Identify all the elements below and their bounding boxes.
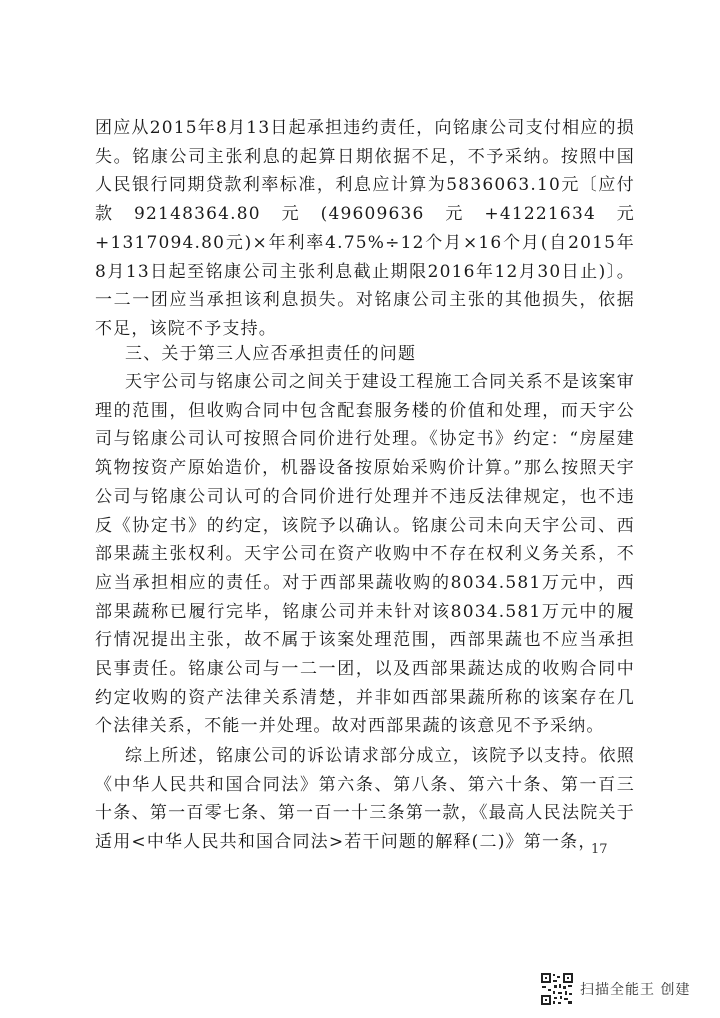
paragraph-interest-calculation: 团应从2015年8月13日起承担违约责任，向铭康公司支付相应的损失。铭康公司主张利息的起算日期依据不足，不予采纳。按照中国人民银行同期贷款利率标准，利息应计算为5836063.10元〔应付款92148364.80元(49609636元+41221634元+1317094.80元)×年利率4.75%÷12个月×16个月(自2015年8月13日起至铭康公司主张利息截止期限2016年12月30日止)〕。一二一团应当承担该利息损失。对铭康公司主张的其他损失，依据不足，该院不予支持。 <box>95 118 635 339</box>
qr-code-icon <box>540 972 574 1006</box>
paragraph-third-party-liability: 天宇公司与铭康公司之间关于建设工程施工合同关系不是该案审理的范围，但收购合同中包含配套服务楼的价值和处理，而天宇公司与铭康公司认可按照合同价进行处理。《协定书》约定：“房屋建筑物按资产原始造价，机器设备按原始采购价计算。”那么按照天宇公司与铭康公司认可的合同价进行处理并不违反法律规定，也不违反《协定书》的约定，该院予以确认。铭康公司未向天宇公司、西部果蔬主张权利。天宇公司在资产收购中不存在权利义务关系，不应当承担相应的责任。对于西部果蔬收购的8034.581万元中，西部果蔬称已履行完毕，铭康公司并未针对该8034.581万元中的履行情况提出主张，故不属于该案处理范围，西部果蔬也不应当承担民事责任。铭康公司与一二一团，以及西部果蔬达成的收购合同中约定收购的资产法律关系清楚，并非如西部果蔬所称的该案存在几个法律关系，不能一并处理。故对西部果蔬的该意见不予采纳。 <box>95 372 635 737</box>
section-heading-third-party: 三、关于第三人应否承担责任的问题 <box>125 344 417 364</box>
page-number: 17 <box>591 842 608 857</box>
scanner-watermark <box>540 972 690 1006</box>
scanner-brand-text: 扫描全能王 创建 <box>580 982 691 998</box>
paragraph-conclusion: 综上所述，铭康公司的诉讼请求部分成立，该院予以支持。依照《中华人民共和国合同法》第六条、第八条、第六十条、第一百三十条、第一百零七条、第一百一十三条第一款，《最高人民法院关于适用<中华人民共和国合同法>若干问题的解释(二)》第一条， <box>95 746 635 853</box>
